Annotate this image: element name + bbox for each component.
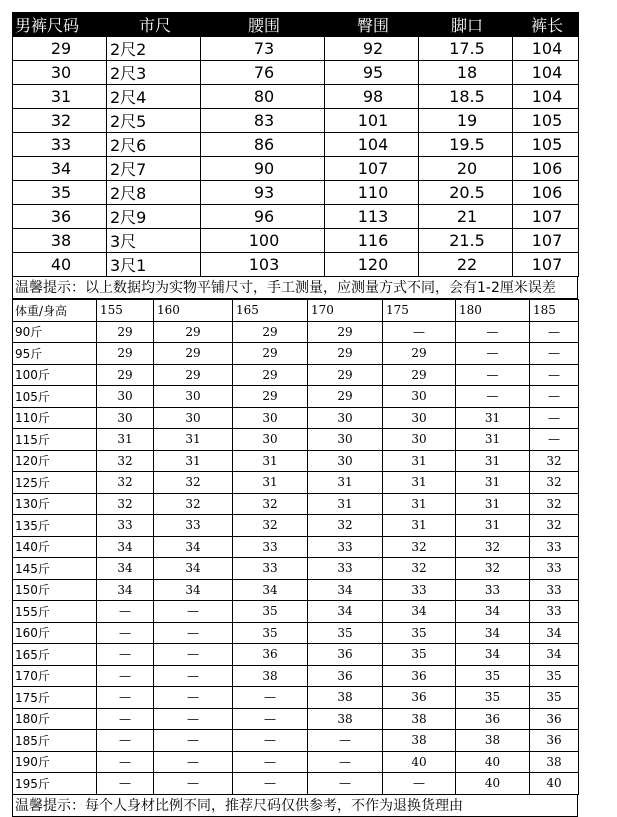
- size-row: [13, 37, 579, 61]
- recommend-cell: —: [97, 730, 154, 752]
- size-cell: 40: [13, 253, 107, 277]
- size-row: [13, 109, 579, 133]
- weight-label: 155斤: [13, 601, 97, 623]
- recommend-cell: —: [233, 751, 308, 773]
- recommend-cell: 38: [308, 708, 383, 730]
- size-cell: 101: [325, 109, 419, 133]
- header-waist: 腰围: [201, 13, 325, 37]
- recommend-row: [13, 386, 579, 408]
- recommend-row: [13, 364, 579, 386]
- weight-label: 145斤: [13, 558, 97, 580]
- size-cell: 2尺2: [107, 37, 201, 61]
- weight-label: 130斤: [13, 493, 97, 515]
- recommend-cell: 36: [233, 644, 308, 666]
- size-row: [13, 181, 579, 205]
- recommend-table: [12, 299, 579, 795]
- recommend-cell: 34: [97, 579, 154, 601]
- size-cell: 106: [513, 181, 579, 205]
- weight-label: 195斤: [13, 773, 97, 795]
- recommend-cell: 29: [308, 321, 383, 343]
- header-hem: 脚口: [419, 13, 513, 37]
- size-row: [13, 157, 579, 181]
- recommend-cell: 32: [530, 515, 579, 537]
- recommend-cell: 38: [233, 665, 308, 687]
- recommend-cell: 32: [154, 493, 233, 515]
- recommend-cell: —: [154, 687, 233, 709]
- size-cell: 107: [325, 157, 419, 181]
- recommend-cell: 32: [97, 493, 154, 515]
- recommend-cell: 30: [383, 429, 456, 451]
- recommend-cell: 32: [97, 472, 154, 494]
- recommend-cell: 34: [154, 579, 233, 601]
- recommend-cell: 31: [456, 493, 530, 515]
- size-cell: 33: [13, 133, 107, 157]
- recommend-cell: —: [456, 364, 530, 386]
- recommend-row: [13, 751, 579, 773]
- weight-label: 115斤: [13, 429, 97, 451]
- recommend-cell: 34: [530, 622, 579, 644]
- size-cell: 3尺: [107, 229, 201, 253]
- height-header: 155: [97, 300, 154, 322]
- recommend-row: [13, 730, 579, 752]
- recommend-cell: 33: [530, 536, 579, 558]
- size-row: [13, 133, 579, 157]
- weight-label: 100斤: [13, 364, 97, 386]
- recommend-cell: —: [154, 751, 233, 773]
- recommend-cell: —: [154, 622, 233, 644]
- recommend-cell: 31: [456, 515, 530, 537]
- recommend-cell: 33: [233, 536, 308, 558]
- recommend-cell: 29: [383, 343, 456, 365]
- size-cell: 95: [325, 61, 419, 85]
- header-shichi: 市尺: [107, 13, 201, 37]
- recommend-cell: 29: [233, 343, 308, 365]
- recommend-cell: 30: [154, 386, 233, 408]
- size-cell: 30: [13, 61, 107, 85]
- recommend-cell: 34: [154, 536, 233, 558]
- recommend-cell: 32: [456, 558, 530, 580]
- recommend-cell: 33: [97, 515, 154, 537]
- measurement-note: 温馨提示：以上数据均为实物平铺尺寸，手工测量，应测量方式不同，会有1-2厘米误差: [12, 277, 578, 299]
- recommend-cell: 31: [233, 472, 308, 494]
- size-cell: 86: [201, 133, 325, 157]
- recommend-cell: —: [530, 429, 579, 451]
- recommend-row: [13, 644, 579, 666]
- recommend-cell: 34: [308, 579, 383, 601]
- size-cell: 80: [201, 85, 325, 109]
- size-cell: 107: [513, 205, 579, 229]
- recommend-cell: 34: [97, 558, 154, 580]
- size-cell: 2尺8: [107, 181, 201, 205]
- weight-label: 110斤: [13, 407, 97, 429]
- recommend-cell: —: [530, 407, 579, 429]
- recommend-cell: 38: [383, 708, 456, 730]
- recommend-cell: 32: [233, 493, 308, 515]
- recommend-cell: —: [456, 343, 530, 365]
- recommend-row: [13, 601, 579, 623]
- size-cell: 120: [325, 253, 419, 277]
- recommend-cell: 34: [456, 644, 530, 666]
- weight-label: 120斤: [13, 450, 97, 472]
- weight-label: 175斤: [13, 687, 97, 709]
- recommend-cell: —: [308, 751, 383, 773]
- size-cell: 20: [419, 157, 513, 181]
- size-cell: 103: [201, 253, 325, 277]
- recommend-cell: 34: [233, 579, 308, 601]
- recommend-cell: 34: [456, 622, 530, 644]
- weight-label: 180斤: [13, 708, 97, 730]
- size-cell: 2尺7: [107, 157, 201, 181]
- recommend-cell: —: [154, 773, 233, 795]
- size-table-header: [13, 13, 579, 37]
- recommend-cell: —: [154, 601, 233, 623]
- recommend-cell: 30: [233, 429, 308, 451]
- recommend-cell: —: [308, 730, 383, 752]
- size-cell: 107: [513, 229, 579, 253]
- recommend-cell: 32: [530, 493, 579, 515]
- recommend-cell: 32: [530, 450, 579, 472]
- size-row: [13, 253, 579, 277]
- recommend-cell: —: [530, 343, 579, 365]
- recommend-cell: 32: [308, 515, 383, 537]
- height-header: 185: [530, 300, 579, 322]
- recommend-cell: 30: [383, 386, 456, 408]
- recommend-cell: —: [233, 708, 308, 730]
- recommend-cell: —: [233, 730, 308, 752]
- size-chart: [12, 12, 578, 817]
- size-cell: 21.5: [419, 229, 513, 253]
- weight-label: 105斤: [13, 386, 97, 408]
- size-cell: 107: [513, 253, 579, 277]
- recommend-cell: 29: [233, 364, 308, 386]
- header-length: 裤长: [513, 13, 579, 37]
- recommend-row: [13, 687, 579, 709]
- size-cell: 100: [201, 229, 325, 253]
- recommend-row: [13, 493, 579, 515]
- size-cell: 18.5: [419, 85, 513, 109]
- size-cell: 29: [13, 37, 107, 61]
- recommend-cell: 33: [530, 579, 579, 601]
- size-cell: 22: [419, 253, 513, 277]
- recommend-cell: 31: [456, 407, 530, 429]
- size-cell: 2尺9: [107, 205, 201, 229]
- recommend-cell: 36: [383, 687, 456, 709]
- size-cell: 20.5: [419, 181, 513, 205]
- size-cell: 113: [325, 205, 419, 229]
- recommend-cell: 33: [530, 601, 579, 623]
- size-cell: 34: [13, 157, 107, 181]
- recommend-cell: 36: [308, 665, 383, 687]
- size-cell: 18: [419, 61, 513, 85]
- size-cell: 105: [513, 133, 579, 157]
- size-cell: 93: [201, 181, 325, 205]
- recommend-row: [13, 321, 579, 343]
- weight-label: 165斤: [13, 644, 97, 666]
- weight-label: 185斤: [13, 730, 97, 752]
- recommend-cell: 40: [456, 751, 530, 773]
- recommend-row: [13, 429, 579, 451]
- recommend-cell: —: [97, 687, 154, 709]
- recommend-cell: 30: [154, 407, 233, 429]
- recommend-cell: 35: [383, 644, 456, 666]
- header-hip: 臀围: [325, 13, 419, 37]
- recommend-cell: 36: [308, 644, 383, 666]
- recommend-cell: 31: [154, 450, 233, 472]
- recommend-cell: —: [456, 386, 530, 408]
- height-header: 160: [154, 300, 233, 322]
- size-cell: 19: [419, 109, 513, 133]
- recommend-cell: 40: [456, 773, 530, 795]
- recommend-row: [13, 407, 579, 429]
- height-header: 165: [233, 300, 308, 322]
- weight-label: 125斤: [13, 472, 97, 494]
- recommend-row: [13, 622, 579, 644]
- recommend-cell: 33: [456, 579, 530, 601]
- recommend-row: [13, 665, 579, 687]
- recommend-cell: 31: [383, 493, 456, 515]
- recommend-cell: —: [383, 321, 456, 343]
- recommend-cell: —: [530, 364, 579, 386]
- size-cell: 104: [513, 85, 579, 109]
- recommend-cell: 35: [530, 665, 579, 687]
- height-header: 180: [456, 300, 530, 322]
- recommend-row: [13, 773, 579, 795]
- recommend-cell: 31: [154, 429, 233, 451]
- recommend-cell: 30: [97, 386, 154, 408]
- recommend-cell: 31: [456, 429, 530, 451]
- recommend-cell: 35: [308, 622, 383, 644]
- size-row: [13, 85, 579, 109]
- recommend-cell: 33: [383, 579, 456, 601]
- recommend-cell: 31: [456, 450, 530, 472]
- size-cell: 36: [13, 205, 107, 229]
- weight-label: 135斤: [13, 515, 97, 537]
- size-cell: 104: [513, 61, 579, 85]
- weight-label: 150斤: [13, 579, 97, 601]
- recommend-cell: 31: [97, 429, 154, 451]
- recommend-cell: —: [154, 708, 233, 730]
- recommend-cell: 34: [154, 558, 233, 580]
- size-cell: 116: [325, 229, 419, 253]
- size-cell: 96: [201, 205, 325, 229]
- recommend-cell: 29: [308, 386, 383, 408]
- recommend-header: [13, 300, 579, 322]
- recommend-cell: 31: [456, 472, 530, 494]
- recommend-cell: 30: [383, 407, 456, 429]
- recommend-cell: —: [154, 730, 233, 752]
- size-cell: 2尺4: [107, 85, 201, 109]
- recommend-cell: —: [97, 751, 154, 773]
- recommend-cell: 31: [383, 472, 456, 494]
- size-cell: 90: [201, 157, 325, 181]
- recommend-row: [13, 536, 579, 558]
- recommend-row: [13, 472, 579, 494]
- weight-label: 170斤: [13, 665, 97, 687]
- recommend-row: [13, 579, 579, 601]
- recommend-cell: 29: [154, 321, 233, 343]
- size-row: [13, 61, 579, 85]
- recommend-cell: 30: [308, 429, 383, 451]
- recommend-cell: 32: [383, 536, 456, 558]
- weight-label: 160斤: [13, 622, 97, 644]
- size-cell: 2尺3: [107, 61, 201, 85]
- recommend-cell: —: [97, 644, 154, 666]
- recommend-cell: 38: [308, 687, 383, 709]
- recommend-cell: 38: [530, 751, 579, 773]
- recommend-cell: —: [308, 773, 383, 795]
- recommend-cell: 33: [308, 536, 383, 558]
- size-cell: 35: [13, 181, 107, 205]
- recommend-cell: —: [456, 321, 530, 343]
- recommend-cell: 29: [233, 386, 308, 408]
- recommend-cell: 29: [308, 343, 383, 365]
- recommend-cell: 36: [530, 708, 579, 730]
- size-cell: 76: [201, 61, 325, 85]
- recommend-cell: 32: [456, 536, 530, 558]
- weight-label: 90斤: [13, 321, 97, 343]
- recommend-cell: 35: [233, 622, 308, 644]
- recommend-cell: 34: [97, 536, 154, 558]
- recommend-cell: 32: [530, 472, 579, 494]
- size-row: [13, 229, 579, 253]
- recommend-cell: —: [97, 665, 154, 687]
- recommend-cell: —: [97, 773, 154, 795]
- recommend-cell: 32: [383, 558, 456, 580]
- weight-label: 140斤: [13, 536, 97, 558]
- recommend-cell: —: [97, 708, 154, 730]
- size-cell: 2尺5: [107, 109, 201, 133]
- size-table: [12, 12, 579, 277]
- size-cell: 92: [325, 37, 419, 61]
- recommend-cell: 33: [530, 558, 579, 580]
- size-cell: 17.5: [419, 37, 513, 61]
- recommend-cell: 36: [530, 730, 579, 752]
- recommend-cell: 35: [233, 601, 308, 623]
- recommend-cell: 31: [383, 515, 456, 537]
- recommend-cell: 35: [456, 665, 530, 687]
- header-size: 男裤尺码: [13, 13, 107, 37]
- recommend-cell: 30: [97, 407, 154, 429]
- recommend-cell: 29: [154, 343, 233, 365]
- height-header: 175: [383, 300, 456, 322]
- recommend-cell: —: [154, 665, 233, 687]
- disclaimer-note: 温馨提示：每个人身材比例不同，推荐尺码仅供参考，不作为退换货理由: [12, 795, 578, 817]
- weight-label: 95斤: [13, 343, 97, 365]
- size-cell: 38: [13, 229, 107, 253]
- recommend-cell: —: [530, 386, 579, 408]
- recommend-cell: 38: [383, 730, 456, 752]
- recommend-cell: 29: [308, 364, 383, 386]
- size-cell: 31: [13, 85, 107, 109]
- recommend-cell: —: [97, 601, 154, 623]
- size-cell: 21: [419, 205, 513, 229]
- recommend-cell: 29: [383, 364, 456, 386]
- size-cell: 105: [513, 109, 579, 133]
- recommend-row: [13, 450, 579, 472]
- size-row: [13, 205, 579, 229]
- recommend-row: [13, 708, 579, 730]
- size-cell: 19.5: [419, 133, 513, 157]
- recommend-cell: 31: [308, 472, 383, 494]
- recommend-row: [13, 515, 579, 537]
- height-header: 170: [308, 300, 383, 322]
- recommend-cell: —: [530, 321, 579, 343]
- recommend-cell: 40: [383, 751, 456, 773]
- recommend-cell: 30: [308, 407, 383, 429]
- size-cell: 32: [13, 109, 107, 133]
- size-cell: 110: [325, 181, 419, 205]
- recommend-cell: —: [233, 687, 308, 709]
- recommend-cell: 34: [383, 601, 456, 623]
- recommend-cell: 35: [530, 687, 579, 709]
- recommend-cell: 33: [233, 558, 308, 580]
- recommend-cell: 30: [233, 407, 308, 429]
- recommend-cell: —: [97, 622, 154, 644]
- recommend-cell: 40: [530, 773, 579, 795]
- recommend-cell: 33: [154, 515, 233, 537]
- size-cell: 83: [201, 109, 325, 133]
- size-cell: 106: [513, 157, 579, 181]
- recommend-cell: 29: [97, 343, 154, 365]
- corner-label: 体重/身高: [13, 300, 97, 322]
- recommend-cell: 35: [383, 622, 456, 644]
- recommend-cell: 34: [456, 601, 530, 623]
- recommend-cell: 32: [154, 472, 233, 494]
- recommend-cell: 31: [383, 450, 456, 472]
- size-cell: 3尺1: [107, 253, 201, 277]
- recommend-cell: 32: [97, 450, 154, 472]
- weight-label: 190斤: [13, 751, 97, 773]
- recommend-cell: —: [383, 773, 456, 795]
- recommend-cell: 33: [308, 558, 383, 580]
- recommend-cell: 34: [530, 644, 579, 666]
- recommend-cell: 34: [308, 601, 383, 623]
- recommend-cell: —: [233, 773, 308, 795]
- recommend-cell: 31: [308, 493, 383, 515]
- size-cell: 98: [325, 85, 419, 109]
- recommend-cell: 35: [456, 687, 530, 709]
- recommend-cell: 29: [97, 364, 154, 386]
- recommend-cell: 36: [456, 708, 530, 730]
- recommend-cell: 29: [97, 321, 154, 343]
- recommend-cell: 30: [308, 450, 383, 472]
- recommend-cell: —: [154, 644, 233, 666]
- recommend-cell: 31: [233, 450, 308, 472]
- size-cell: 2尺6: [107, 133, 201, 157]
- size-cell: 73: [201, 37, 325, 61]
- recommend-cell: 29: [233, 321, 308, 343]
- recommend-cell: 29: [154, 364, 233, 386]
- recommend-row: [13, 343, 579, 365]
- size-cell: 104: [325, 133, 419, 157]
- recommend-cell: 38: [456, 730, 530, 752]
- size-cell: 104: [513, 37, 579, 61]
- recommend-row: [13, 558, 579, 580]
- recommend-cell: 32: [233, 515, 308, 537]
- recommend-cell: 36: [383, 665, 456, 687]
